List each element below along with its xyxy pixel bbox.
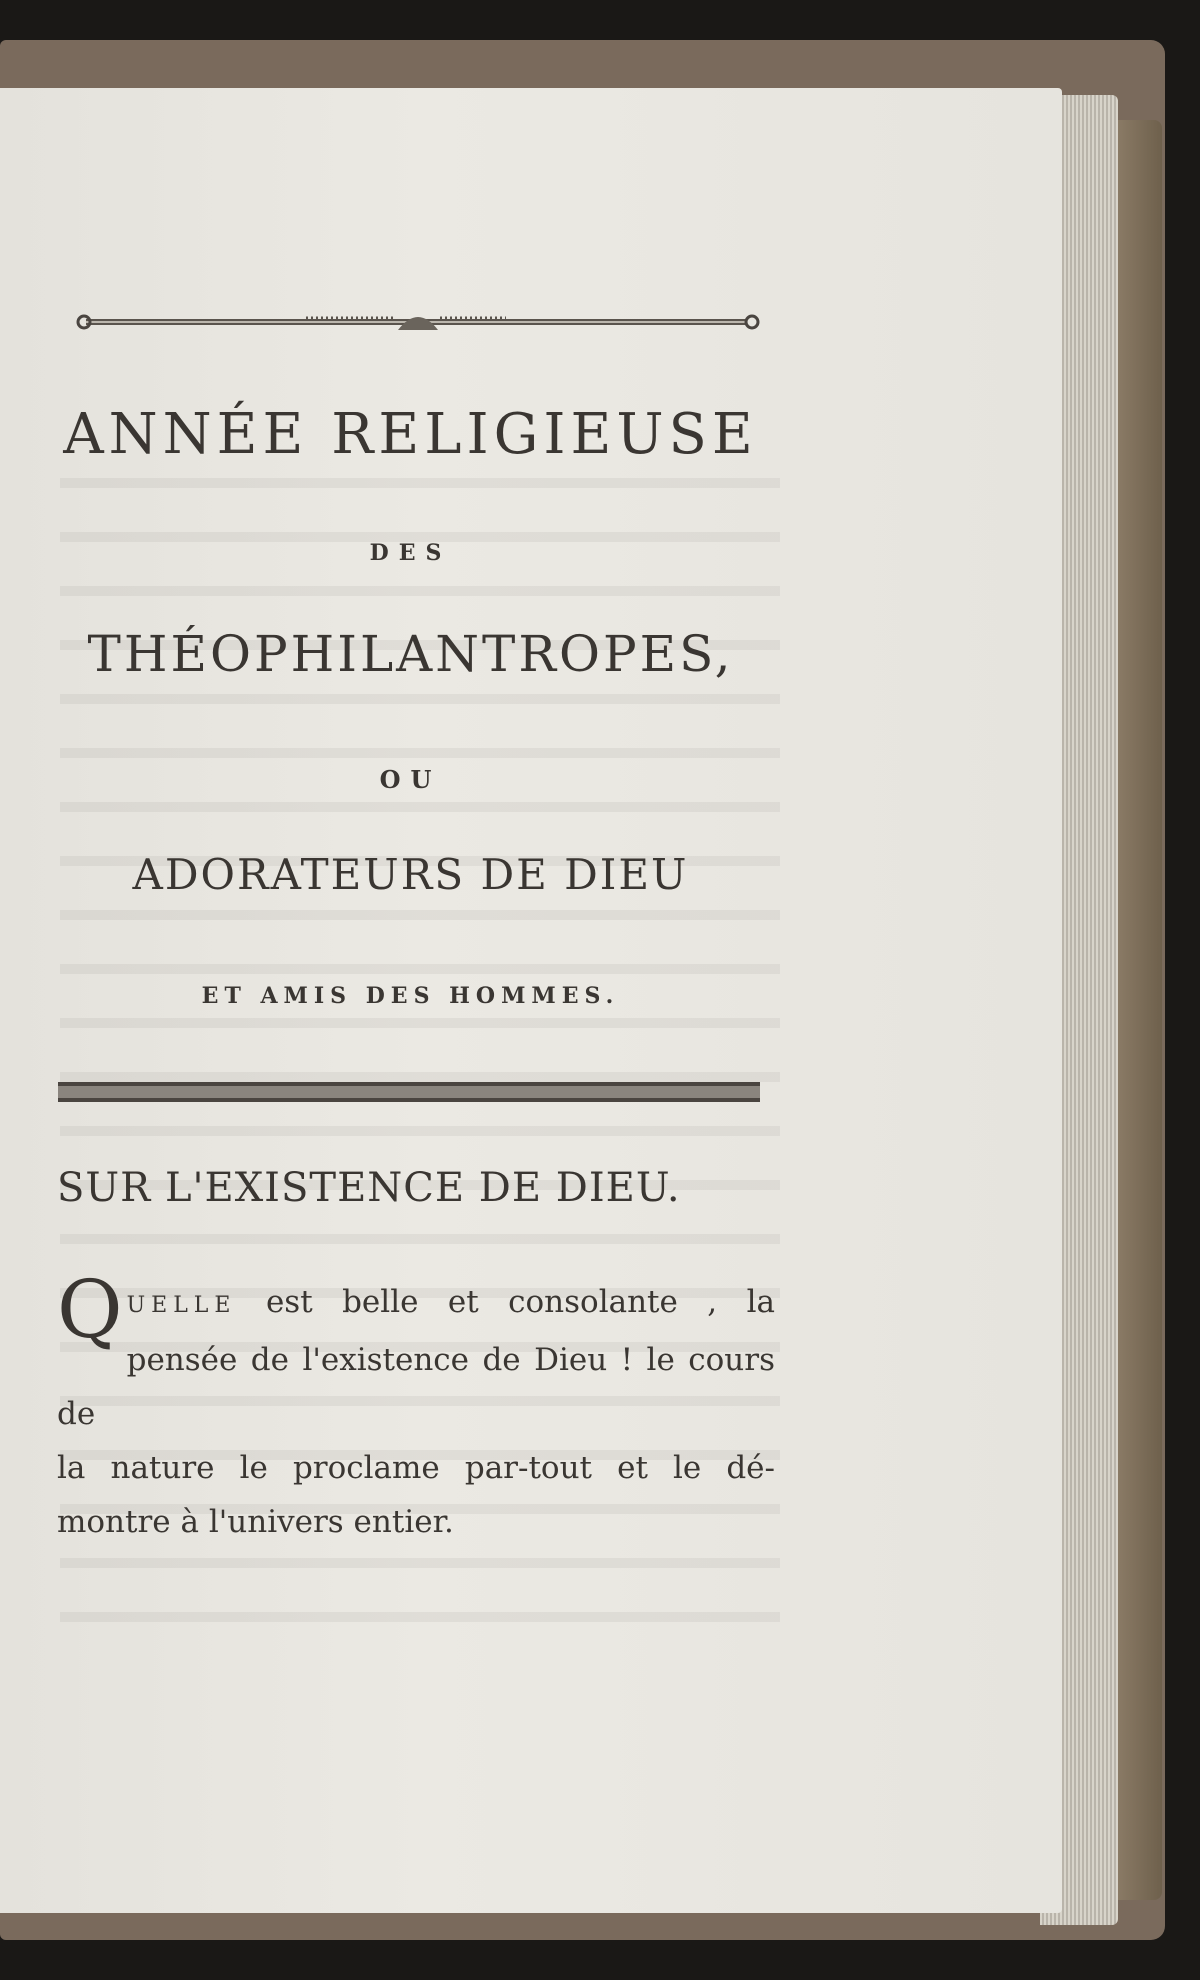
title-line-2: DES [369,540,452,566]
drop-cap: Q [57,1263,123,1356]
paragraph-line: pensée de l'existence de Dieu ! le cours de [57,1342,775,1432]
paragraph-line: la nature le proclame par-tout et le dé- [57,1450,775,1486]
title-line-6: ET AMIS DES HOMMES. [201,983,620,1009]
title-line-3: THÉOPHILANTROPES, [87,625,734,683]
paragraph-line: est belle et consolante , la [265,1284,775,1320]
body-paragraph [57,1263,775,1549]
decorative-ornament-rule [76,308,760,336]
title-line-1: ANNÉE RELIGIEUSE [63,402,758,467]
title-line-4: OU [379,765,442,794]
small-caps-word: UELLE [126,1293,237,1318]
divider-rule [58,1082,760,1102]
paragraph-line: montre à l'univers entier. [57,1504,454,1540]
title-line-5: ADORATEURS DE DIEU [132,850,689,899]
section-heading: SUR L'EXISTENCE DE DIEU. [57,1165,681,1211]
